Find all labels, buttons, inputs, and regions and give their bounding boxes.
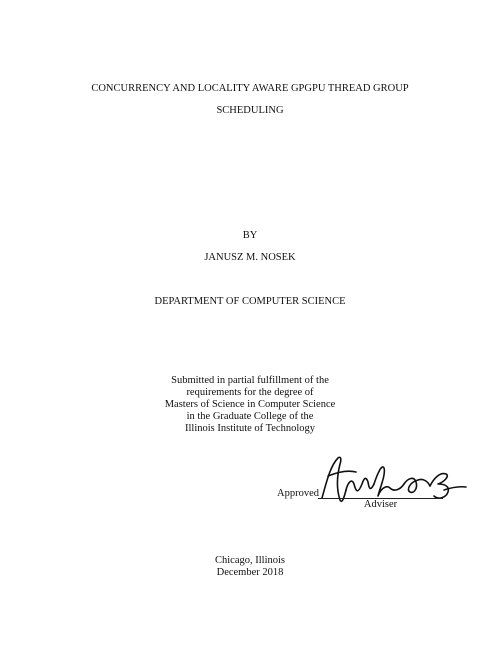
submission-line: Illinois Institute of Technology <box>184 423 315 434</box>
submission-line: requirements for the degree of <box>186 387 314 398</box>
submission-statement <box>0 375 500 435</box>
adviser-label: Adviser <box>363 499 398 510</box>
location: Chicago, Illinois <box>215 555 285 566</box>
submission-line: Submitted in partial fulfillment of the <box>171 375 329 386</box>
submission-line: in the Graduate College of the <box>186 411 314 422</box>
department-name: DEPARTMENT OF COMPUTER SCIENCE <box>154 296 346 307</box>
author-name: JANUSZ M. NOSEK <box>204 252 296 263</box>
approved-label: Approved <box>277 488 319 499</box>
submission-date: December 2018 <box>216 567 284 578</box>
thesis-title-line-2: SCHEDULING <box>216 105 284 116</box>
thesis-title-line-1: CONCURRENCY AND LOCALITY AWARE GPGPU THREAD GROUP <box>91 83 409 94</box>
by-label: BY <box>242 230 258 241</box>
submission-line: Masters of Science in Computer Science <box>164 399 336 410</box>
